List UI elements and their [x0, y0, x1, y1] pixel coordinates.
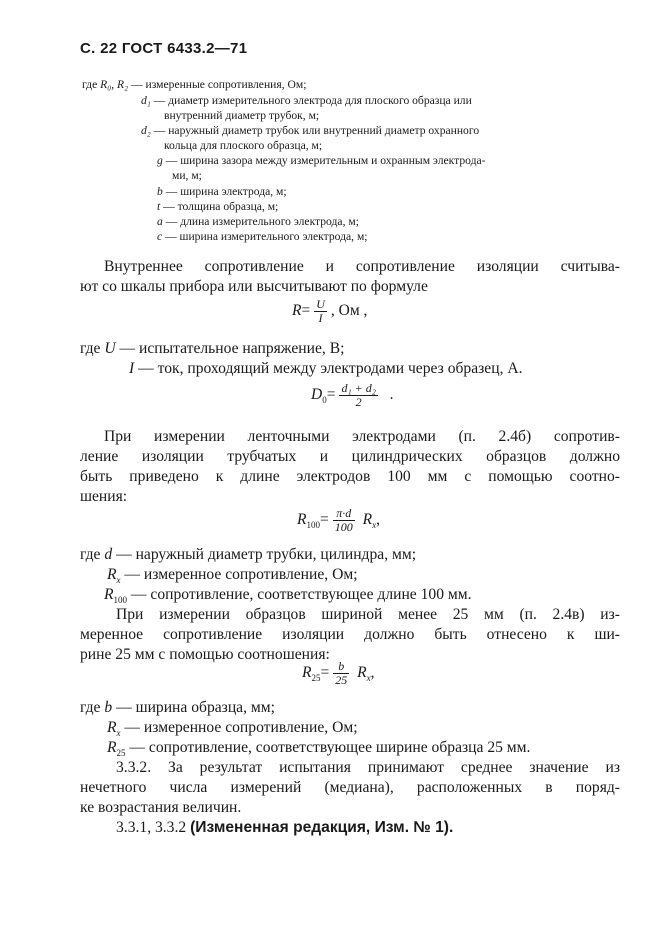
fraction-denominator: 100: [334, 520, 353, 534]
formula-unit: , Ом ,: [330, 302, 368, 320]
def-symbol-subscript: 25: [116, 748, 126, 759]
note-text: (Измененная редакция, Изм. № 1).: [190, 819, 454, 836]
def-line: [82, 77, 306, 92]
def-text: — ток, проходящий между электродами через образец, А.: [134, 360, 523, 377]
def-line: [80, 545, 416, 565]
para-line: нечетного числа измерений (медиана), расположенных в поряд-: [80, 779, 620, 796]
def-line: [157, 184, 287, 199]
formula-3: $R_{100}=$ $\frac{\pi\cdot d}{100}$ $R_x$,: [297, 506, 380, 534]
para-line: ют со шкалы прибора или высчитывают по формуле: [80, 278, 428, 295]
note-refs: 3.3.1, 3.3.2: [116, 819, 191, 836]
def-text: — наружный диаметр трубки, цилиндра, мм;: [112, 546, 417, 563]
def-line: [157, 214, 359, 229]
def-symbol: R: [104, 586, 114, 603]
formula-tail: ,: [370, 664, 375, 682]
fraction-numerator: π·d: [333, 507, 355, 521]
para-line: Внутреннее сопротивление и сопротивление изоляции считыва-: [104, 258, 620, 275]
def-text: — измеренное сопротивление, Ом;: [120, 719, 358, 736]
fraction-numerator: U: [316, 297, 325, 311]
def-line: [80, 339, 344, 359]
def-symbol: R₀, R₂: [100, 78, 129, 91]
para-line: шения:: [80, 488, 128, 505]
def-text: — ширина образца, мм;: [112, 699, 275, 716]
para-line: меренное сопротивление изоляции должно быть отнесено к ши-: [80, 626, 620, 643]
formula-fraction: [339, 382, 377, 409]
def-symbol-subscript: 100: [113, 595, 128, 606]
formula-lhs-subscript: 0: [322, 395, 327, 406]
def-line: [141, 93, 472, 108]
def-prefix: где: [80, 699, 105, 716]
amendment-note: [116, 818, 453, 838]
def-symbol-subscript: x: [116, 575, 121, 586]
def-text: — измеренное сопротивление, Ом;: [120, 566, 358, 583]
def-text: ми, м;: [172, 169, 202, 182]
def-symbol: c: [157, 230, 163, 243]
def-line: [164, 108, 319, 123]
para-line: 3.3.2. За результат испытания принимают среднее значение из: [116, 759, 620, 776]
def-symbol: d₂: [141, 124, 151, 137]
formula-tail: .: [389, 386, 394, 404]
def-text: — ширина зазора между измерительным и охранным электрода-: [162, 154, 486, 167]
para-line: При измерении ленточными электродами (п. 2.4б) сопротив-: [104, 428, 620, 445]
formula-rhs-subscript: x: [372, 520, 377, 531]
page-header: С. 22 ГОСТ 6433.2—71: [80, 40, 248, 57]
para-line: быть приведено к длине электродов 100 мм с помощью соотно-: [80, 468, 620, 485]
fraction-numerator: b: [333, 660, 349, 674]
formula-2: $D_0=$ $\frac{\text{d₁ + d₂}}{2}$ .: [311, 381, 394, 409]
def-symbol: R: [107, 719, 117, 736]
def-line: [129, 359, 523, 379]
def-symbol: g: [157, 154, 163, 167]
def-symbol: b: [157, 185, 163, 198]
formula-fraction: [333, 507, 355, 534]
def-prefix: где: [80, 546, 105, 563]
def-text: — сопротивление, соответствующее длине 100 мм.: [127, 586, 472, 603]
formula-lhs: D: [311, 386, 323, 404]
def-text: — длина измерительного электрода, м;: [162, 215, 359, 228]
formula-lhs-subscript: 25: [311, 673, 321, 684]
def-text: — измеренные сопротивления, Ом;: [128, 78, 307, 91]
def-text: — испытательное напряжение, В;: [115, 340, 345, 357]
def-symbol: d₁: [141, 94, 151, 107]
def-line: [157, 229, 368, 244]
def-symbol: R: [107, 739, 117, 756]
formula-rhs-subscript: x: [366, 673, 371, 684]
para-line: При измерении образцов шириной менее 25 мм (п. 2.4в) из-: [116, 606, 620, 623]
def-symbol-subscript: x: [116, 728, 121, 739]
formula-lhs: R: [297, 511, 307, 529]
def-symbol: U: [104, 340, 116, 357]
def-prefix: где: [82, 78, 101, 91]
def-symbol: t: [157, 200, 161, 213]
formula-4: $R_{25}=$ $\frac{b}{25}$ $R_x$,: [302, 659, 375, 687]
fraction-denominator: I: [318, 311, 323, 325]
def-text: — диаметр измерительного электрода для плоского образца или: [150, 94, 472, 107]
def-line: [141, 123, 479, 138]
para-line: ление изоляции трубчатых и цилиндрических образцов должно: [80, 448, 620, 465]
para-line: рине 25 мм с помощью соотношения:: [80, 646, 330, 663]
para-line: ке возрастания величин.: [80, 799, 242, 816]
formula-fraction: [314, 298, 327, 325]
def-line: [172, 168, 202, 183]
formula-lhs: R: [292, 302, 302, 320]
formula-1: R= $\frac{U}{I}$ , Ом ,: [292, 297, 368, 325]
def-line: [157, 153, 486, 168]
def-line: [80, 698, 275, 718]
def-text: внутренний диаметр трубок, м;: [164, 109, 320, 122]
fraction-numerator: d₁ + d₂: [341, 381, 376, 395]
def-line: [164, 138, 322, 153]
formula-rhs: R: [362, 511, 373, 529]
fraction-denominator: 2: [355, 395, 362, 409]
formula-tail: ,: [376, 511, 380, 529]
def-symbol: b: [104, 699, 113, 716]
def-symbol: d: [104, 546, 113, 563]
def-text: — ширина электрода, м;: [162, 185, 287, 198]
def-text: — ширина измерительного электрода, м;: [162, 230, 368, 243]
formula-lhs: R: [302, 664, 312, 682]
def-text: — толщина образца, м;: [160, 200, 279, 213]
fraction-denominator: 25: [335, 673, 348, 687]
def-symbol: a: [157, 215, 163, 228]
def-text: — наружный диаметр трубок или внутренний диаметр охранного: [150, 124, 480, 137]
def-line: [157, 199, 278, 214]
def-text: кольца для плоского образца, м;: [164, 139, 323, 152]
formula-rhs: R: [357, 664, 367, 682]
formula-lhs-subscript: 100: [306, 520, 320, 531]
def-prefix: где: [80, 340, 105, 357]
formula-fraction: [333, 660, 349, 687]
def-symbol: I: [129, 360, 135, 377]
def-text: — сопротивление, соответствующее ширине образца 25 мм.: [125, 739, 531, 756]
def-symbol: R: [107, 566, 117, 583]
